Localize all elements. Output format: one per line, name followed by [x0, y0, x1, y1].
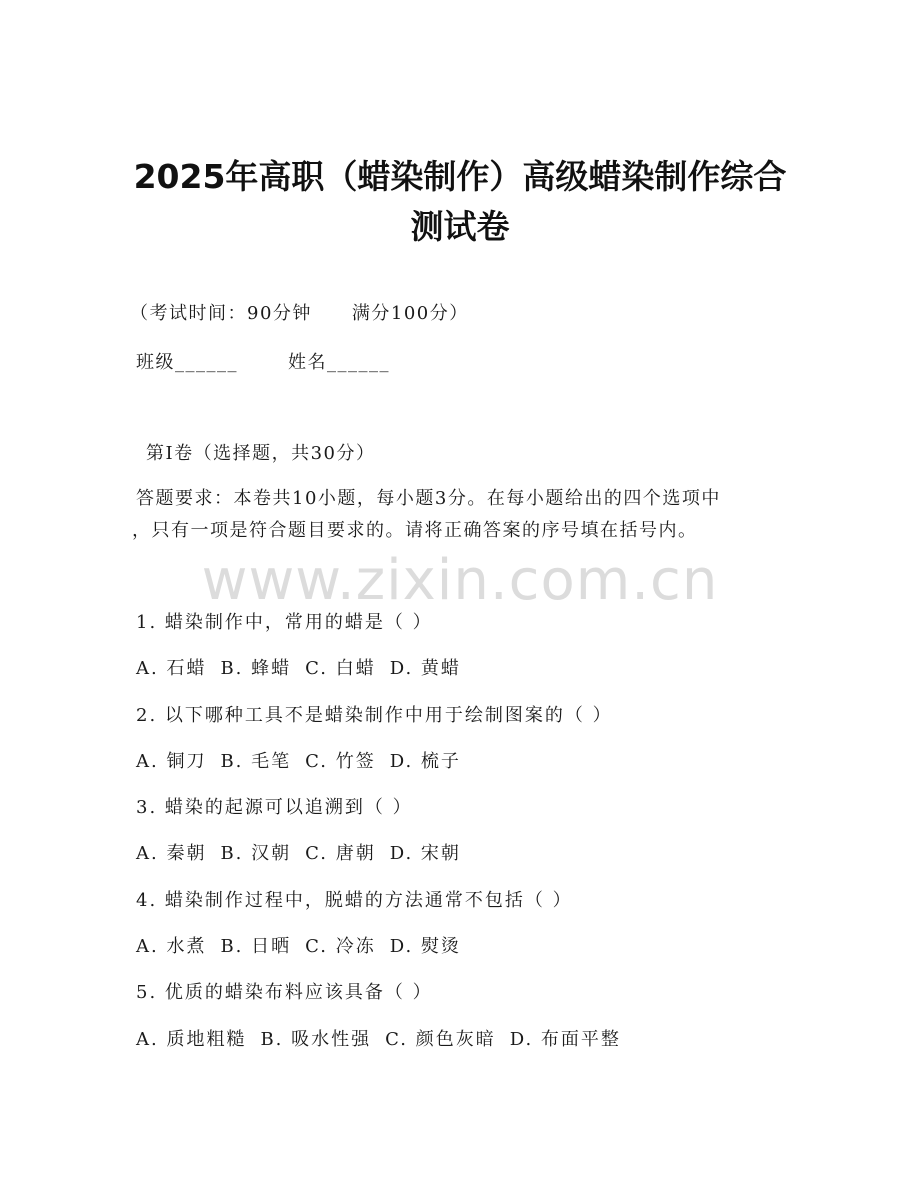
question-stem: 5. 优质的蜡染布料应该具备（ ） [136, 982, 433, 1003]
class-field: 班级______ [136, 352, 238, 373]
option-c: C. 竹签 [305, 751, 376, 772]
option-a: A. 秦朝 [136, 843, 207, 864]
exam-time: （考试时间：90分钟 [130, 303, 312, 324]
option-d: D. 熨烫 [389, 936, 461, 957]
question-stem: 2. 以下哪种工具不是蜡染制作中用于绘制图案的（ ） [136, 705, 613, 726]
option-a: A. 石蜡 [136, 658, 207, 679]
question-stem: 1. 蜡染制作中，常用的蜡是（ ） [136, 612, 433, 633]
option-b: B. 蜂蜡 [220, 658, 292, 679]
watermark: www.zixin.com.cn [201, 548, 719, 613]
option-b: B. 毛笔 [220, 751, 292, 772]
option-d: D. 宋朝 [389, 843, 461, 864]
title-line-1: 2025年高职（蜡染制作）高级蜡染制作综合 [133, 157, 787, 196]
document-title [110, 152, 810, 252]
option-a: A. 水煮 [136, 936, 207, 957]
option-a: A. 铜刀 [136, 751, 207, 772]
option-d: D. 布面平整 [509, 1029, 621, 1050]
section-title: 第I卷（选择题，共30分） [146, 443, 376, 464]
question-options [136, 841, 461, 867]
option-c: C. 颜色灰暗 [385, 1029, 496, 1050]
title-line-2: 测试卷 [410, 207, 510, 246]
option-b: B. 汉朝 [220, 843, 292, 864]
exam-info [130, 301, 469, 327]
question-stem: 3. 蜡染的起源可以追溯到（ ） [136, 797, 413, 818]
full-score: 满分100分） [351, 303, 469, 324]
instructions-line-2: ，只有一项是符合题目要求的。请将正确答案的序号填在括号内。 [132, 520, 698, 541]
instructions-line-1: 答题要求：本卷共10小题，每小题3分。在每小题给出的四个选项中 [136, 488, 721, 509]
option-a: A. 质地粗糙 [136, 1029, 247, 1050]
option-c: C. 冷冻 [305, 936, 376, 957]
option-c: C. 唐朝 [305, 843, 376, 864]
option-d: D. 黄蜡 [389, 658, 461, 679]
question-options [136, 934, 461, 960]
question-options [136, 656, 461, 682]
option-d: D. 梳子 [389, 751, 461, 772]
option-b: B. 日晒 [220, 936, 292, 957]
question-options [136, 749, 461, 775]
option-c: C. 白蜡 [305, 658, 376, 679]
option-b: B. 吸水性强 [260, 1029, 372, 1050]
question-options [136, 1027, 621, 1053]
question-stem: 4. 蜡染制作过程中，脱蜡的方法通常不包括（ ） [136, 890, 573, 911]
name-field: 姓名______ [288, 352, 390, 373]
student-info [136, 350, 390, 376]
